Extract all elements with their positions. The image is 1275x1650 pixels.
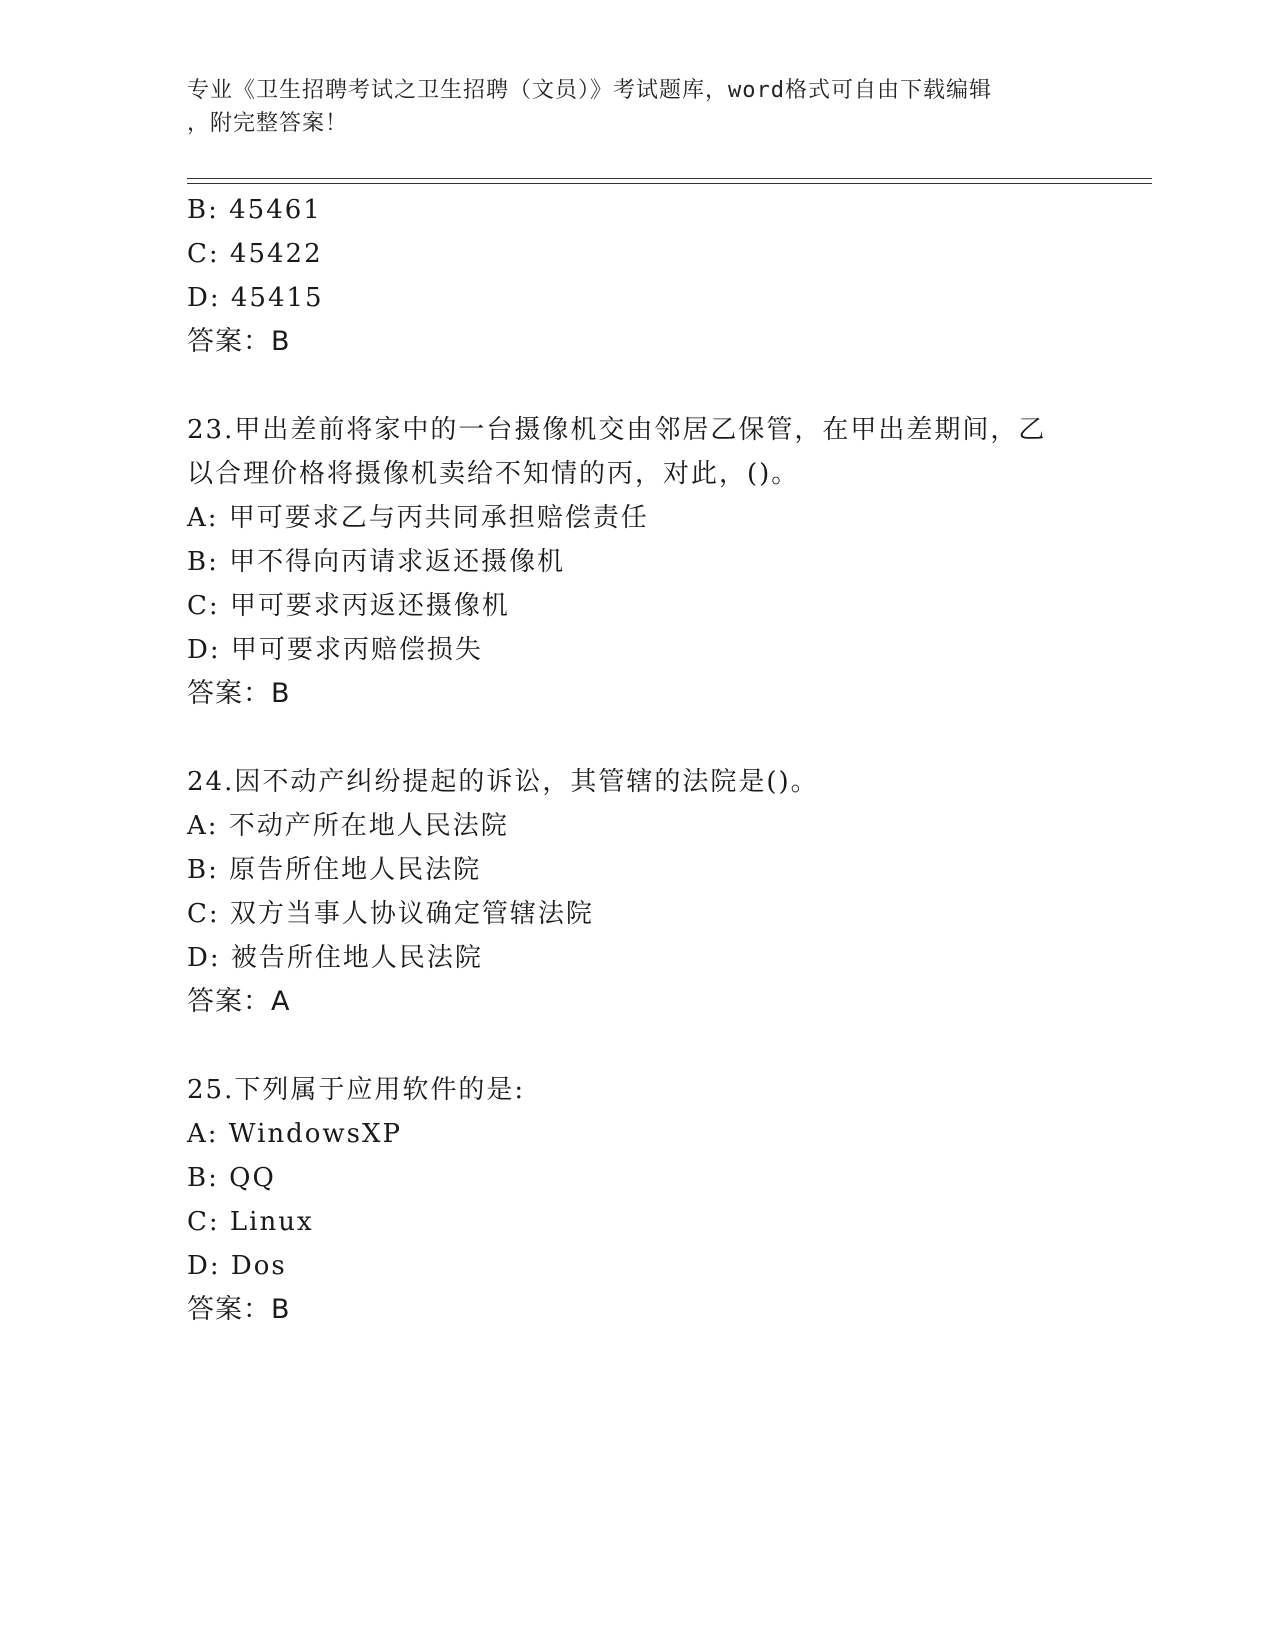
q24-answer: 答案：A [187, 986, 291, 1017]
q23-stem-line-1: 23.甲出差前将家中的一台摄像机交由邻居乙保管，在甲出差期间，乙 [187, 415, 1047, 445]
q25-option-d: D: Dos [187, 1251, 287, 1281]
header-divider-top [187, 178, 1152, 179]
header-divider-bottom [187, 183, 1152, 184]
prev-option-d: D: 45415 [187, 283, 324, 313]
q23-option-c: C: 甲可要求丙返还摄像机 [187, 591, 510, 621]
q25-stem: 25.下列属于应用软件的是: [187, 1075, 526, 1105]
q23-answer: 答案：B [187, 678, 291, 709]
q24-option-a: A: 不动产所在地人民法院 [187, 811, 509, 841]
q23-option-a: A: 甲可要求乙与丙共同承担赔偿责任 [187, 503, 649, 533]
q23-option-d: D: 甲可要求丙赔偿损失 [187, 635, 483, 665]
prev-option-b: B: 45461 [187, 195, 322, 225]
q24-option-b: B: 原告所住地人民法院 [187, 855, 482, 885]
header-line-2: ，附完整答案！ [187, 111, 349, 136]
q24-option-d: D: 被告所住地人民法院 [187, 943, 483, 973]
header-line-1: 专业《卫生招聘考试之卫生招聘（文员）》考试题库，word格式可自由下载编辑 [187, 78, 992, 103]
q25-option-a: A: WindowsXP [187, 1119, 403, 1149]
q25-option-c: C: Linux [187, 1207, 314, 1237]
prev-option-c: C: 45422 [187, 239, 323, 269]
q24-stem: 24.因不动产纠纷提起的诉讼，其管辖的法院是()。 [187, 767, 819, 797]
prev-answer: 答案：B [187, 326, 291, 357]
q25-option-b: B: QQ [187, 1163, 276, 1193]
q23-stem-line-2: 以合理价格将摄像机卖给不知情的丙，对此，()。 [187, 459, 800, 489]
q23-option-b: B: 甲不得向丙请求返还摄像机 [187, 547, 566, 577]
q25-answer: 答案：B [187, 1294, 291, 1325]
document-header [187, 74, 1067, 140]
q24-option-c: C: 双方当事人协议确定管辖法院 [187, 899, 594, 929]
